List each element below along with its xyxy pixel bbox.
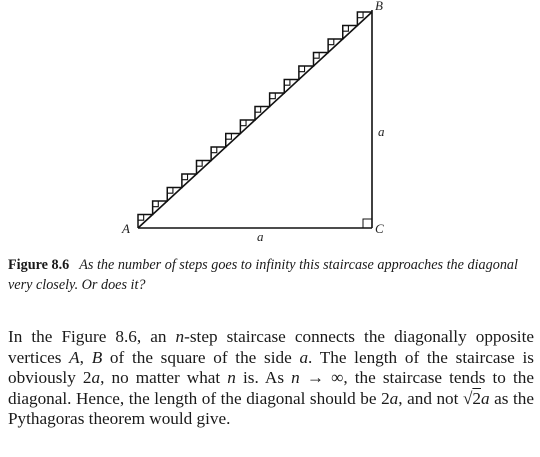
var-a: a: [481, 388, 490, 408]
sqrt-radicand: 2: [472, 388, 481, 408]
var-n: n: [227, 368, 236, 388]
caption-label: Figure 8.6: [8, 257, 70, 273]
para-text-2: -step staircase connects the diagonally opposite vertices: [8, 327, 534, 367]
para-text-5: . The length of the staircase is obviously 2: [8, 347, 534, 388]
para-text-10: as the Pythagoras theorem would give.: [8, 388, 534, 429]
arrow-infinity: → ∞,: [299, 368, 348, 388]
right-angle-mark: [343, 26, 349, 32]
var-a-vertex: A: [69, 347, 80, 367]
para-text-7: is. As: [235, 368, 292, 388]
right-angle-mark: [153, 201, 159, 207]
para-text-1: In the Figure 8.6, an: [8, 327, 176, 346]
right-angle-mark: [270, 93, 276, 99]
sqrt-symbol: √: [462, 388, 473, 408]
right-angle-mark: [138, 215, 144, 221]
vertex-label-c: C: [375, 221, 384, 236]
right-angle-mark: [240, 120, 246, 126]
right-angle-mark: [197, 161, 203, 167]
var-n: n: [175, 327, 185, 346]
right-angle-mark: [255, 107, 261, 113]
var-a: a: [299, 347, 309, 367]
body-paragraph: [8, 327, 534, 430]
side-label-bottom: a: [257, 229, 264, 244]
right-angle-mark: [211, 147, 217, 153]
figure-caption: [8, 255, 534, 295]
corner-c-right-angle: [363, 219, 372, 228]
var-a: a: [91, 368, 101, 388]
vertex-label-a: A: [122, 221, 130, 236]
para-text-8: the staircase tends to the diagonal. Hence, the length of the diagonal should be 2: [8, 368, 534, 408]
var-n: n: [291, 368, 300, 388]
caption-text: As the number of steps goes to infinity this staircase approaches the diagonal very closely. Or does it?: [8, 257, 518, 293]
var-a: a: [389, 388, 399, 408]
diagonal-line: [138, 12, 372, 228]
para-text-3: ,: [79, 347, 92, 367]
side-label-right: a: [378, 124, 385, 139]
right-angle-mark: [226, 134, 232, 140]
right-angle-mark: [299, 66, 305, 72]
right-angle-mark: [328, 39, 334, 45]
right-angle-mark: [357, 12, 363, 18]
para-text-6: , no matter what: [100, 368, 228, 388]
para-text-4: of the square of the side: [102, 347, 300, 367]
right-angle-mark: [167, 188, 173, 194]
vertex-label-b: B: [375, 0, 383, 13]
right-angle-mark: [314, 53, 320, 59]
right-angle-mark: [284, 80, 290, 86]
right-angle-mark: [182, 174, 188, 180]
var-b-vertex: B: [91, 347, 103, 367]
para-text-9: , and not: [398, 388, 463, 408]
